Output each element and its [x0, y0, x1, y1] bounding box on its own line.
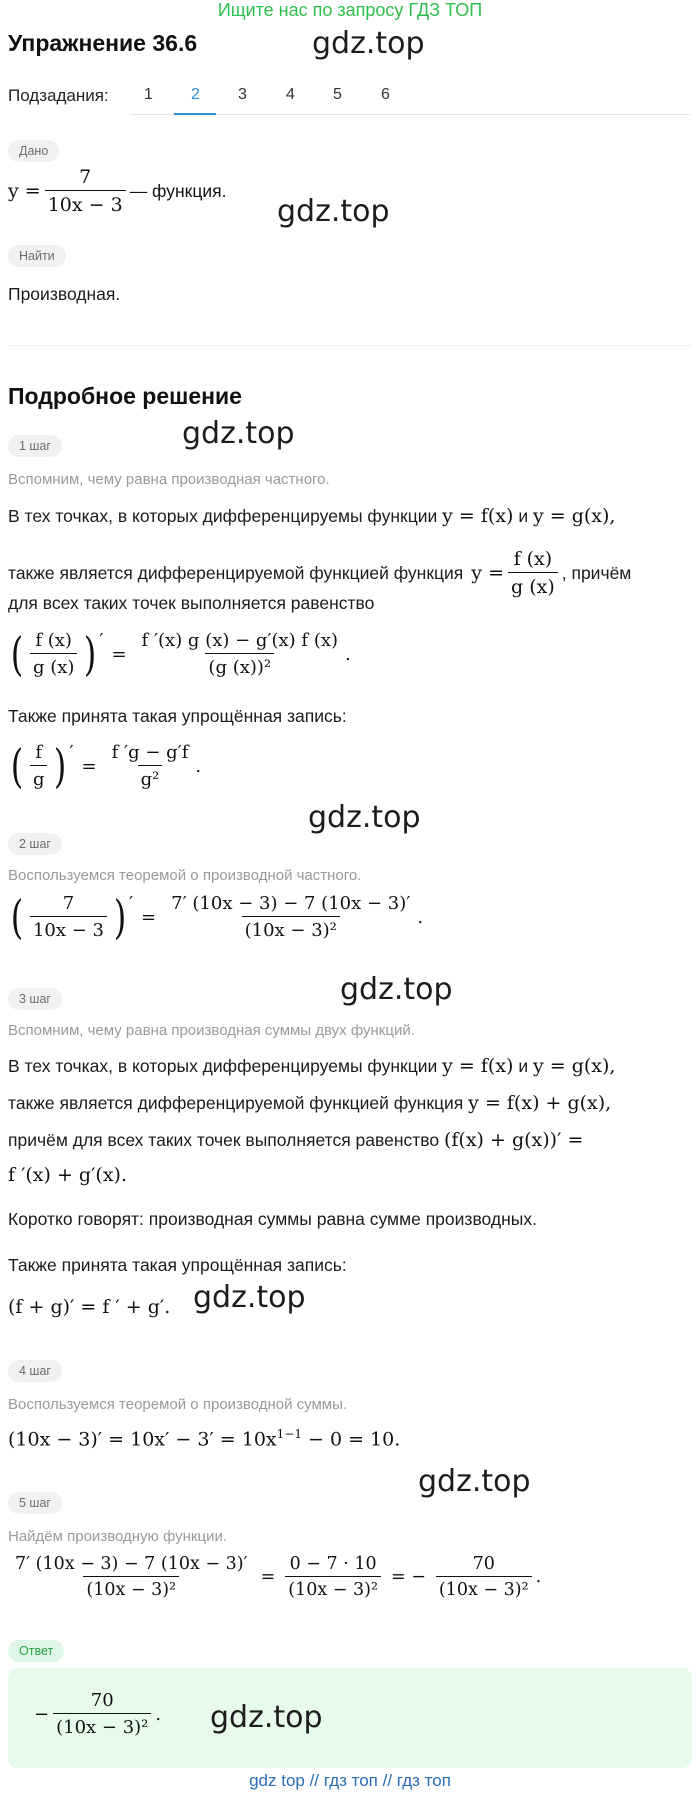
- quotient-rule-formula: ( $\frac{f (x)}{g (x)}$ ) ′ = $\frac{f '(x) g (x) - g'(x) f (x)}{\text{(g (x))²}}$ .: [10, 627, 351, 681]
- tab-subtask-3[interactable]: 3: [238, 86, 247, 103]
- exercise-title: Упражнение 36.6: [8, 30, 198, 56]
- step-text: В тех точках, в которых дифференцируемы функции y = f(x) и y = g(x),: [8, 505, 616, 527]
- step5-formula: $\frac{7' (10x - 3) - 7 (10x - 3)'}{\text{(10x − 3)²}}$ = $\frac{0 - 7 \cdot 10}{\text{(10x − 3)²}}$ = − $\frac{70}{\text{(10x − 3)²}}$ .: [15, 1554, 542, 1600]
- watermark: gdz.top: [418, 1464, 531, 1499]
- find-badge: Найти: [8, 245, 66, 267]
- step-badge: 4 шаг: [8, 1360, 62, 1382]
- step-text: для всех таких точек выполняется равенство: [8, 593, 375, 613]
- tab-subtask-2[interactable]: 2: [191, 86, 200, 103]
- tab-subtask-5[interactable]: 5: [333, 86, 342, 103]
- sum-rule-formula: f ′(x) + g′(x).: [8, 1164, 127, 1186]
- step-hint: Вспомним, чему равна производная частного.: [8, 471, 330, 488]
- section-divider: [8, 345, 692, 346]
- watermark: gdz.top: [182, 416, 295, 451]
- solution-title: Подробное решение: [8, 383, 242, 409]
- sum-rule-short: (f + g)′ = f ′ + g′.: [8, 1296, 171, 1318]
- watermark: gdz.top: [308, 800, 421, 835]
- step-badge: 5 шаг: [8, 1492, 62, 1514]
- step-text: Также принята такая упрощённая запись:: [8, 706, 347, 726]
- footer-links[interactable]: gdz top // гдз топ // гдз топ: [249, 1771, 451, 1790]
- answer-formula: − $\frac{70}{\text{(10x − 3)²}}$ .: [34, 1690, 162, 1738]
- watermark: gdz.top: [312, 26, 425, 61]
- step2-formula: ( $\frac{7}{10x - 3}$ ) ′ = $\frac{7' (10x - 3) - 7 (10x - 3)'}{\text{(10x − 3)²}}$ .: [10, 890, 424, 944]
- step-hint: Найдём производную функции.: [8, 1528, 227, 1545]
- tab-subtask-1[interactable]: 1: [144, 86, 153, 103]
- step-badge: 2 шаг: [8, 833, 62, 855]
- search-banner[interactable]: Ищите нас по запросу ГДЗ ТОП: [217, 0, 483, 20]
- step-text: В тех точках, в которых дифференцируемы функции y = f(x) и y = g(x),: [8, 1055, 616, 1077]
- tab-subtask-6[interactable]: 6: [381, 86, 390, 103]
- step-badge: 1 шаг: [8, 435, 62, 457]
- quotient-rule-short: ( $\frac{f}{g}$ ) ′ = $\frac{f 'g - g'f}{\text{g²}}$ .: [10, 739, 202, 793]
- watermark: gdz.top: [277, 194, 390, 229]
- step-text: также является дифференцируемой функцией функция y = $\frac{f (x)}{g (x)}$ , причём: [8, 548, 632, 598]
- step-hint: Воспользуемся теоремой о производной частного.: [8, 867, 362, 884]
- watermark: gdz.top: [340, 972, 453, 1007]
- subtasks-label: Подзадания:: [8, 86, 109, 105]
- step-text: причём для всех таких точек выполняется равенство (f(x) + g(x))′ =: [8, 1129, 584, 1151]
- answer-badge: Ответ: [8, 1640, 64, 1662]
- step4-formula: $(10x - 3)' = 10x' - 3' = 10x^{1-1} - 0 = 10$.: [8, 1427, 401, 1451]
- active-tab-indicator: [174, 113, 216, 115]
- step-hint: Воспользуемся теоремой о производной суммы.: [8, 1396, 348, 1413]
- given-badge: Дано: [8, 140, 59, 162]
- step-text: также является дифференцируемой функцией функция y = f(x) + g(x),: [8, 1092, 612, 1114]
- step-text: Также принята такая упрощённая запись:: [8, 1255, 347, 1275]
- tab-subtask-4[interactable]: 4: [286, 86, 295, 103]
- given-formula: y = $\frac{7}{10x - 3}$ — функция.: [8, 166, 227, 216]
- step-badge: 3 шаг: [8, 988, 62, 1010]
- step-hint: Вспомним, чему равна производная суммы двух функций.: [8, 1022, 415, 1039]
- step-text: Коротко говорят: производная суммы равна сумме производных.: [8, 1209, 537, 1229]
- find-text: Производная.: [8, 284, 121, 304]
- watermark: gdz.top: [193, 1280, 306, 1315]
- watermark: gdz.top: [210, 1700, 323, 1735]
